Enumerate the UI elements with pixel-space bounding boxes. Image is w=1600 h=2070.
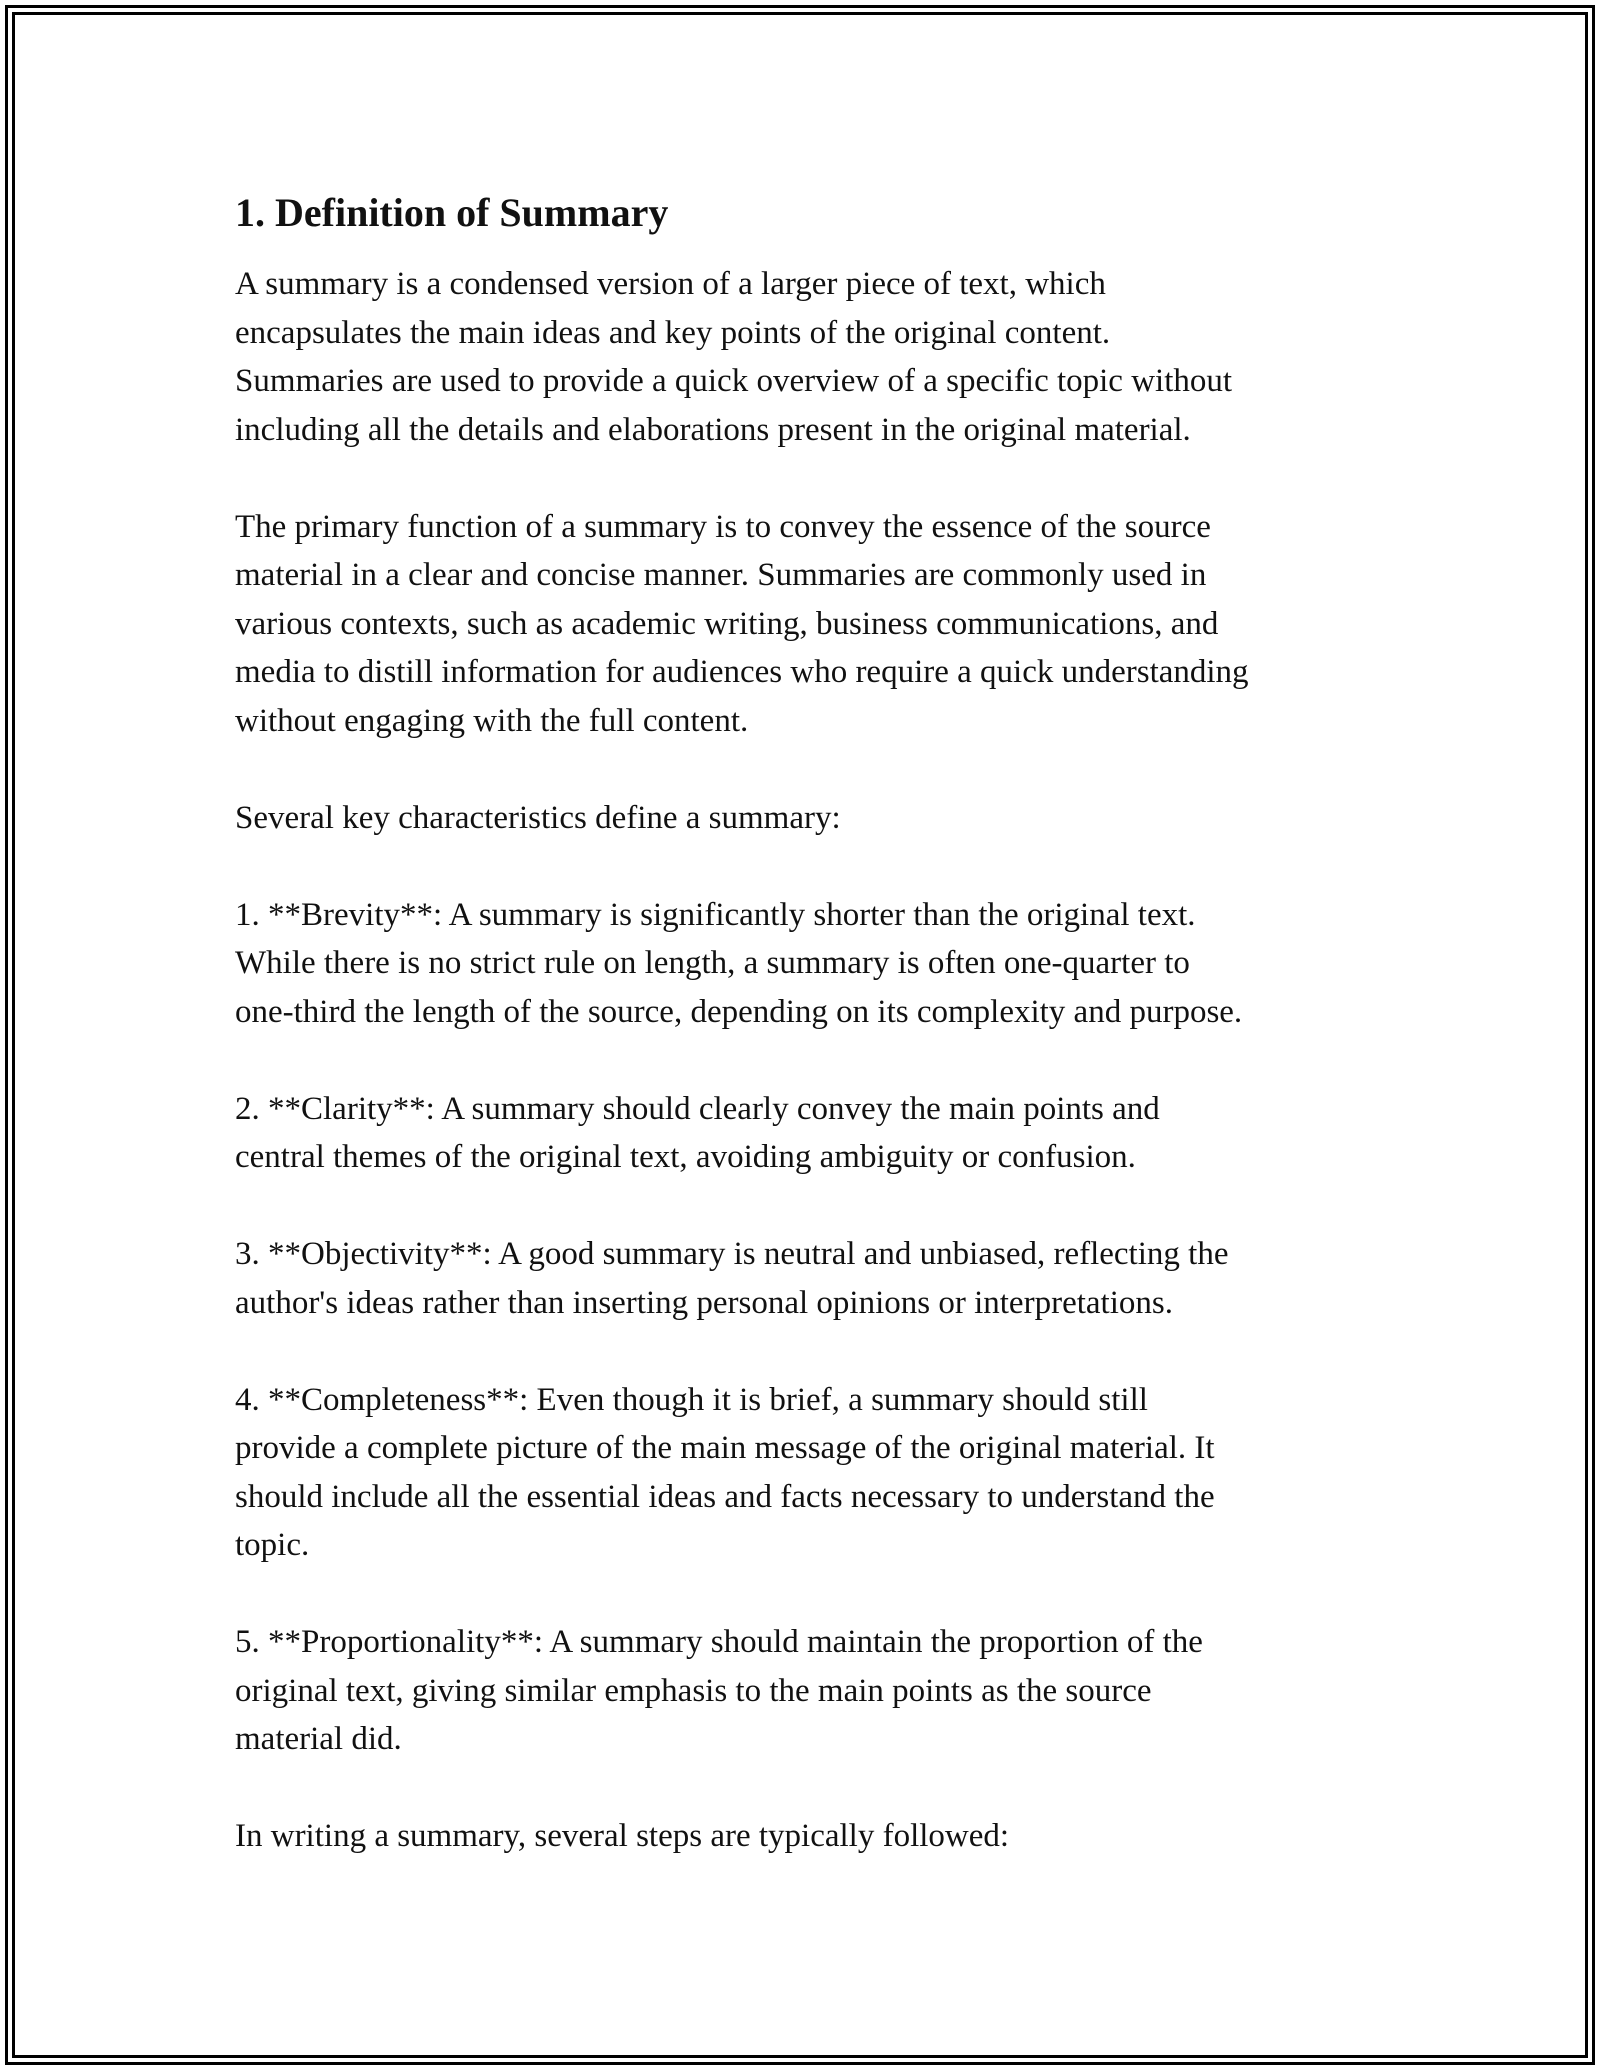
list-item-proportionality: 5. **Proportionality**: A summary should maintain the proportion of the original text, giving similar emphasis to the main points as the source material did. [235,1624,1203,1757]
paragraph-characteristics-lead: Several key characteristics define a summary: [235,799,841,836]
list-item-objectivity: 3. **Objectivity**: A good summary is neutral and unbiased, reflecting the author's ideas rather than inserting personal opinions or interpretations. [235,1236,1229,1321]
paragraph-steps-lead: In writing a summary, several steps are typically followed: [235,1818,1010,1854]
paragraph-primary-function: The primary function of a summary is to convey the essence of the source material in a clear and concise manner. Summaries are commonly used in various contexts, such as academic writing, business communications, and media to distill information for audiences who require a quick understanding without engaging with the full content. [235,508,1249,739]
document-body [235,186,1375,1861]
section-heading: 1. Definition of Summary [235,190,669,235]
list-item-completeness: 4. **Completeness**: Even though it is brief, a summary should still provide a complete picture of the main message of the original material. It should include all the essential ideas and facts necessary to understand the topic. [235,1381,1215,1563]
list-item-clarity: 2. **Clarity**: A summary should clearly convey the main points and central themes of the original text, avoiding ambiguity or confusion. [235,1090,1160,1175]
paragraph-intro: A summary is a condensed version of a larger piece of text, which encapsulates the main ideas and key points of the original content. Summaries are used to provide a quick overview of a specific topic without including all the details and elaborations present in the original material. [235,266,1233,448]
list-item-brevity: 1. **Brevity**: A summary is significantly shorter than the original text. While there is no strict rule on length, a summary is often one-quarter to one-third the length of the source, depending on its complexity and purpose. [235,896,1243,1030]
